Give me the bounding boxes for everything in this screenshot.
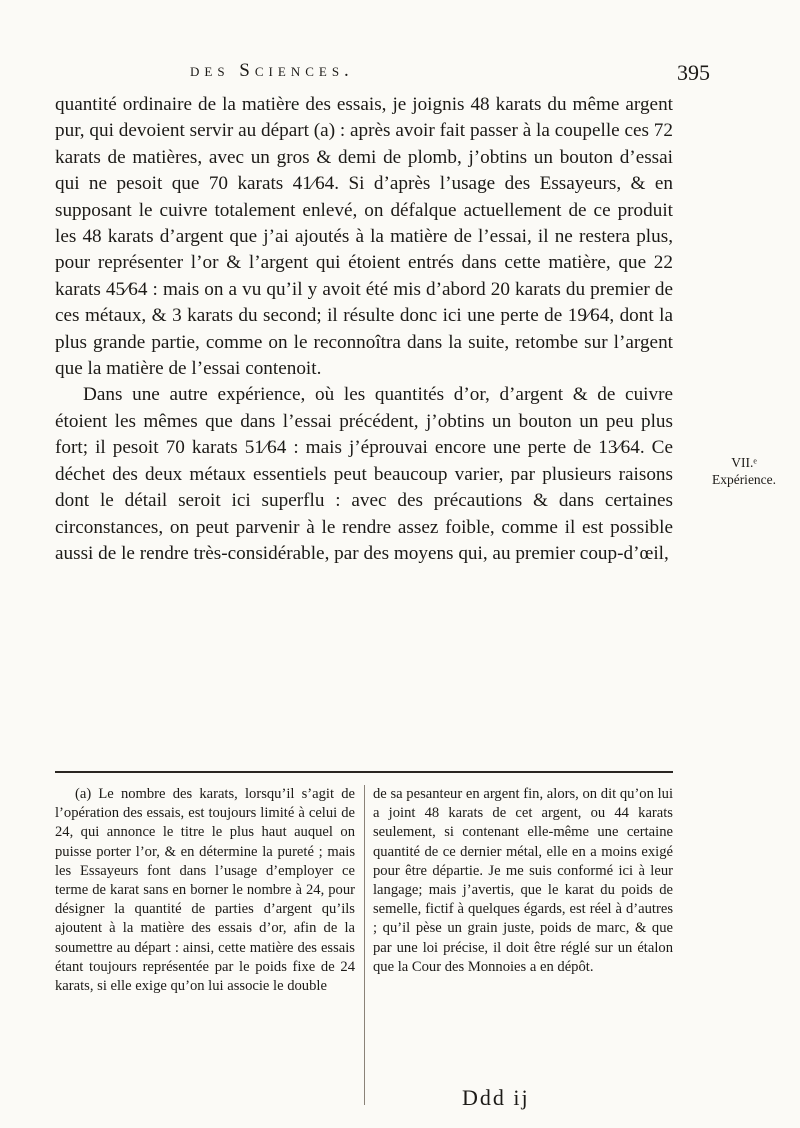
margin-note-label: Expérience. [711,472,777,487]
paragraph: quantité ordinaire de la matière des essais, je joignis 48 karats du même argent pur, qui devoient servir au départ (a) : après avoir fait passer à la coupelle ces 72 karats de matières, avec un gros & demi de plomb, j’obtins un bouton d’essai qui ne pesoit que 70 karats 41⁄64. Si d’après l’usage des Essayeurs, & en supposant le cuivre totalement enlevé, on défalque actuellement de ce produit les 48 karats d’argent que j’ai ajoutés à la matière de l’essai, il ne restera plus, pour représenter l’or & l’argent qui étoient entrés dans cette matière, que 22 karats 45⁄64 : mais on a vu qu’il y avoit été mis d’abord 20 karats du premier de ces métaux, & 3 karats du second; il résulte donc ici une perte de 19⁄64, dont la plus grande partie, comme on le reconnoîtra dans la suite, retombe sur l’argent que la matière de l’essai contenoit. [55,94,673,380]
page-number: 395 [677,60,710,85]
main-text [55,92,673,567]
signature-mark: Ddd ij [462,1085,530,1110]
footnote-text: de sa pesanteur en argent fin, alors, on dit qu’on lui a joint 48 karats de cet argent, ou 44 karats seulement, si contenant elle-même une certaine quantité de ce dernier métal, elle en a moins exigé pour être départie. Je me suis conformé ici à leur langage; mais j’avertis, que le karat du poids de semelle, fictif à quelques égards, est réel à d’autres ; qu’il pèse un grain juste, poids de marc, & que par une loi précise, il doit être réglé sur un étalon que la Cour des Monnoies a en dépôt. [373,786,673,975]
footnote-column-left [55,785,355,996]
footnote-column-right [373,785,673,977]
margin-note [694,454,794,488]
page-header [130,60,710,92]
footnote-rule [55,771,673,773]
margin-note-number: VII.ᵉ [731,455,757,470]
footnote-text: (a) Le nombre des karats, lorsqu’il s’agit de l’opération des essais, est toujours limité à celui de 24, qui annonce le titre le plus haut auquel on puisse porter l’or, & en détermine la pureté ; mais les Essayeurs font dans l’usage d’employer ce terme de karat sans en borner le nombre à 24, pour désigner la quantité de parties d’argent qu’ils ajoutent à la matière des essais d’or, afin de la soumettre au départ : ainsi, cette matière des essais étant toujours représentée par le poids fixe de 24 karats, si elle exige qu’on lui associe le double [55,786,355,995]
column-divider [364,785,365,1105]
paragraph: Dans une autre expérience, où les quantités d’or, d’argent & de cuivre étoient les mêmes que dans l’essai précédent, j’obtins un bouton un peu plus fort; il pesoit 70 karats 51⁄64 : mais j’éprouvai encore une perte de 13⁄64. Ce déchet des deux métaux essentiels peut beaucoup varier, par plusieurs raisons dont le détail seroit ici superflu : avec des précautions & dans certaines circonstances, on peut parvenir à le rendre assez foible, comme il est possible aussi de le rendre très-considérable, par des moyens qui, au premier coup-d’œil, [55,384,673,564]
running-title: des Sciences. [190,60,354,81]
